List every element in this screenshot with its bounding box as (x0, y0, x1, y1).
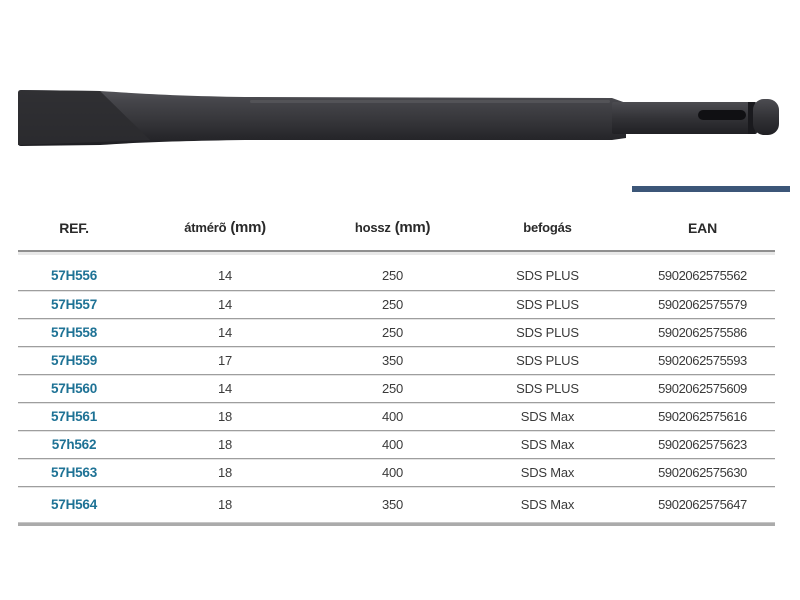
diameter-cell: 18 (217, 437, 233, 452)
ref-code-link[interactable]: 57H558 (50, 325, 98, 340)
ref-cell (18, 409, 130, 424)
ref-cell (18, 325, 130, 340)
header-label: hossz (354, 220, 391, 235)
ref-code-link[interactable]: 57H560 (50, 381, 98, 396)
column-header-ean (630, 220, 775, 236)
ref-code-link[interactable]: 57H561 (50, 409, 98, 424)
table-row (18, 252, 775, 291)
table-row (18, 375, 775, 403)
ref-cell (18, 465, 130, 480)
mount-cell: SDS PLUS (516, 353, 579, 368)
length-cell: 250 (381, 297, 404, 312)
ref-cell (18, 353, 130, 368)
mount-cell: SDS Max (520, 437, 575, 452)
header-label: EAN (688, 219, 717, 236)
length-cell: 400 (381, 409, 404, 424)
column-header-diameter (130, 219, 320, 236)
ean-value: 5902062575616 (658, 409, 747, 424)
diameter-cell: 14 (217, 325, 233, 340)
ref-code-link[interactable]: 57H564 (50, 497, 98, 512)
ean-value: 5902062575586 (658, 325, 747, 340)
length-cell: 250 (381, 325, 404, 340)
table-bottom-border (18, 522, 775, 526)
header-unit: (mm) (230, 219, 266, 236)
diameter-cell: 18 (217, 409, 233, 424)
diameter-cell: 14 (217, 297, 233, 312)
ean-cell (630, 437, 775, 452)
column-header-ref (18, 220, 130, 236)
ref-cell (18, 297, 130, 312)
table-row (18, 403, 775, 431)
ref-cell (18, 381, 130, 396)
ean-cell (630, 465, 775, 480)
table-body (18, 252, 775, 522)
ref-cell (18, 497, 130, 512)
ref-cell (18, 268, 130, 283)
table-header-row (18, 205, 775, 252)
column-header-mount (465, 220, 630, 235)
diameter-cell: 14 (217, 268, 233, 283)
diameter-cell: 17 (217, 353, 233, 368)
length-cell: 400 (381, 465, 404, 480)
product-table (18, 205, 775, 526)
flat-chisel-product-image (15, 70, 780, 162)
chisel-sds-slot (698, 110, 746, 120)
chisel-tip (753, 99, 779, 135)
ref-code-link[interactable]: 57H563 (50, 465, 98, 480)
mount-cell: SDS PLUS (516, 268, 579, 283)
ean-value: 5902062575647 (658, 497, 747, 512)
table-row (18, 347, 775, 375)
mount-cell: SDS Max (520, 465, 575, 480)
mount-cell: SDS Max (520, 497, 575, 512)
table-row (18, 487, 775, 522)
table-row (18, 459, 775, 487)
ean-cell (630, 353, 775, 368)
diameter-cell: 14 (217, 381, 233, 396)
ean-value: 5902062575630 (658, 465, 747, 480)
length-cell: 250 (381, 268, 404, 283)
ref-code-link[interactable]: 57h562 (51, 437, 97, 452)
header-label: befogás (523, 220, 572, 235)
ref-code-link[interactable]: 57H559 (50, 353, 98, 368)
ean-cell (630, 409, 775, 424)
header-unit: (mm) (394, 219, 431, 236)
ean-accent-bar (632, 186, 790, 192)
ean-value: 5902062575593 (658, 353, 747, 368)
length-cell: 350 (381, 497, 404, 512)
ean-cell (630, 325, 775, 340)
ean-cell (630, 297, 775, 312)
ean-value: 5902062575579 (658, 297, 747, 312)
mount-cell: SDS Max (520, 409, 575, 424)
ean-value: 5902062575562 (658, 268, 747, 283)
diameter-cell: 18 (217, 497, 233, 512)
column-header-length (320, 219, 465, 236)
length-cell: 250 (381, 381, 404, 396)
ean-cell (630, 497, 775, 512)
length-cell: 350 (381, 353, 404, 368)
ean-cell (630, 381, 775, 396)
ref-cell (18, 437, 130, 452)
length-cell: 400 (381, 437, 404, 452)
table-row (18, 319, 775, 347)
ref-code-link[interactable]: 57H557 (50, 297, 98, 312)
table-row (18, 431, 775, 459)
ean-value: 5902062575623 (658, 437, 747, 452)
table-row (18, 291, 775, 319)
ean-cell (630, 268, 775, 283)
mount-cell: SDS PLUS (516, 325, 579, 340)
header-label: átmérõ (184, 220, 227, 235)
ref-code-link[interactable]: 57H556 (50, 268, 98, 283)
diameter-cell: 18 (217, 465, 233, 480)
mount-cell: SDS PLUS (516, 297, 579, 312)
header-label: REF. (59, 219, 89, 236)
mount-cell: SDS PLUS (516, 381, 579, 396)
ean-value: 5902062575609 (658, 381, 747, 396)
